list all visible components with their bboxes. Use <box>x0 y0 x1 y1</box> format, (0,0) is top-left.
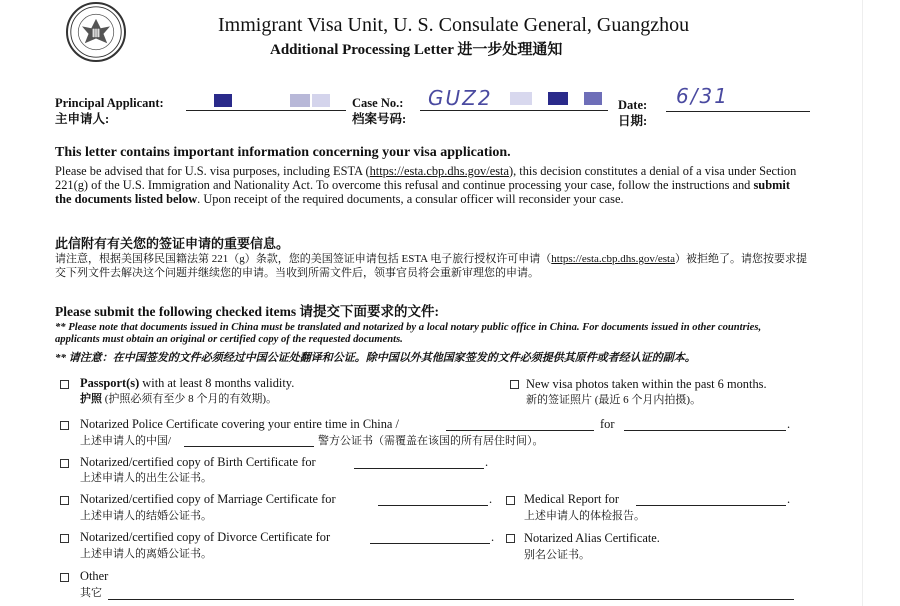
marriage-applicant-field[interactable] <box>378 505 488 506</box>
intro-text: . Upon receipt of the required documents, a consular officer will reconsider your case. <box>197 192 624 206</box>
passport-item-cn-bold: 护照 <box>80 393 102 405</box>
medical-applicant-field[interactable] <box>636 505 786 506</box>
medical-report-item-cn: 上述申请人的体检报告。 <box>524 510 645 522</box>
other-item-cn: 其它 <box>80 587 102 599</box>
alias-certificate-item: Notarized Alias Certificate. <box>524 531 660 545</box>
passport-checkbox[interactable] <box>60 380 69 389</box>
redaction-block <box>510 92 532 105</box>
other-field[interactable] <box>108 599 794 600</box>
police-certificate-item-cn-a: 上述申请人的中国/ <box>80 435 172 447</box>
case-label: Case No.: <box>352 96 404 110</box>
notarization-note-cn: ** 请注意：在中国签发的文件必须经过中国公证处翻译和公证。除中国以外其他国家签发的文件必须提供其原件或者经认证的副本。 <box>55 352 696 364</box>
intro-text-bold: submit the documents listed below <box>55 178 790 206</box>
photos-checkbox[interactable] <box>510 380 519 389</box>
case-label-cn: 档案号码: <box>352 112 407 126</box>
items-heading: Please submit the following checked items 请提交下面要求的文件: <box>55 304 439 319</box>
period: . <box>485 455 489 469</box>
redaction-block <box>584 92 602 105</box>
period: . <box>787 417 791 431</box>
applicant-field[interactable] <box>186 110 346 111</box>
case-number-value: GUZ2 <box>428 86 493 110</box>
marriage-certificate-item: Notarized/certified copy of Marriage Certificate for <box>80 492 336 506</box>
intro-text-cn: 请注意，根据美国移民国籍法第 221（g）条款，您的美国签证申请包括 ESTA 电子旅行授权许可申请（ <box>55 253 552 265</box>
passport-item <box>80 376 294 391</box>
page-edge <box>862 0 863 606</box>
notarization-note: ** Please note that documents issued in China must be translated and notarized by a local notary public office in China. For documents issued in other countries, applicants must obtain an original or certified copy of the requested documents. <box>55 322 762 345</box>
date-value: 6/31 <box>676 84 729 108</box>
police-certificate-item: Notarized Police Certificate covering your entire time in China / <box>80 417 399 431</box>
divorce-applicant-field[interactable] <box>370 543 490 544</box>
period: . <box>489 492 493 506</box>
applicant-label: Principal Applicant: <box>55 96 164 110</box>
medical-report-checkbox[interactable] <box>506 496 515 505</box>
intro-text: ), this decision constitutes a denial of a visa under Section 221(g) of the U.S. Immigration and Nationality Act. To overcome this refusal and continue processing your case, follow the instructions and <box>55 164 797 192</box>
intro-paragraph <box>55 164 807 206</box>
redaction-block <box>214 94 232 107</box>
police-country-field-cn[interactable] <box>184 446 314 447</box>
period: . <box>491 530 495 544</box>
redaction-block <box>548 92 568 105</box>
consulate-seal-icon <box>66 2 126 62</box>
other-item: Other <box>80 569 109 583</box>
other-checkbox[interactable] <box>60 573 69 582</box>
police-for-label: for <box>600 417 615 431</box>
police-certificate-checkbox[interactable] <box>60 421 69 430</box>
passport-item-cn <box>80 392 277 406</box>
passport-item-cn-text: (护照必须有至少 8 个月的有效期)。 <box>102 393 278 405</box>
alias-certificate-item-cn: 别名公证书。 <box>524 549 590 561</box>
photos-item: New visa photos taken within the past 6 months. <box>526 377 767 391</box>
police-certificate-item-cn-b: 警方公证书（需覆盖在该国的所有居住时间）。 <box>318 435 544 447</box>
police-applicant-field[interactable] <box>624 430 786 431</box>
redaction-block <box>312 94 330 107</box>
birth-certificate-item: Notarized/certified copy of Birth Certificate for <box>80 455 316 469</box>
birth-certificate-checkbox[interactable] <box>60 459 69 468</box>
alias-certificate-checkbox[interactable] <box>506 534 515 543</box>
date-field[interactable] <box>666 111 810 112</box>
applicant-label-cn: 主申请人: <box>55 112 110 126</box>
photos-item-cn: 新的签证照片 (最近 6 个月内拍摄)。 <box>526 394 702 406</box>
divorce-certificate-item: Notarized/certified copy of Divorce Certificate for <box>80 530 331 544</box>
page-title: Immigrant Visa Unit, U. S. Consulate General, Guangzhou <box>218 14 690 36</box>
case-number-field[interactable] <box>420 110 608 111</box>
marriage-certificate-checkbox[interactable] <box>60 496 69 505</box>
redaction-block <box>290 94 310 107</box>
divorce-certificate-item-cn: 上述申请人的离婚公证书。 <box>80 548 212 560</box>
intro-text-cn: ）被拒绝了。请您按要求提交下列文件去解决这个问题并继续您的申请。当收到所需文件后，领事官员将会重新审理您的申请。 <box>55 253 807 279</box>
birth-applicant-field[interactable] <box>354 468 484 469</box>
date-label: Date: <box>618 98 648 112</box>
medical-report-item: Medical Report for <box>524 492 619 506</box>
esta-link[interactable]: https://esta.cbp.dhs.gov/esta <box>369 164 509 178</box>
page-subtitle: Additional Processing Letter 进一步处理通知 <box>270 42 563 58</box>
police-country-field[interactable] <box>446 430 594 431</box>
intro-text: Please be advised that for U.S. visa purposes, including ESTA ( <box>55 164 370 178</box>
intro-heading: This letter contains important information concerning your visa application. <box>55 145 511 160</box>
intro-paragraph-cn <box>55 252 807 280</box>
date-label-cn: 日期: <box>618 114 648 128</box>
period: . <box>787 492 791 506</box>
divorce-certificate-checkbox[interactable] <box>60 534 69 543</box>
passport-item-bold: Passport(s) <box>80 376 140 390</box>
esta-link-cn[interactable]: https://esta.cbp.dhs.gov/esta <box>551 253 675 265</box>
birth-certificate-item-cn: 上述申请人的出生公证书。 <box>80 472 212 484</box>
marriage-certificate-item-cn: 上述申请人的结婚公证书。 <box>80 510 212 522</box>
intro-heading-cn: 此信附有有关您的签证申请的重要信息。 <box>55 236 290 251</box>
passport-item-text: with at least 8 months validity. <box>139 376 295 390</box>
